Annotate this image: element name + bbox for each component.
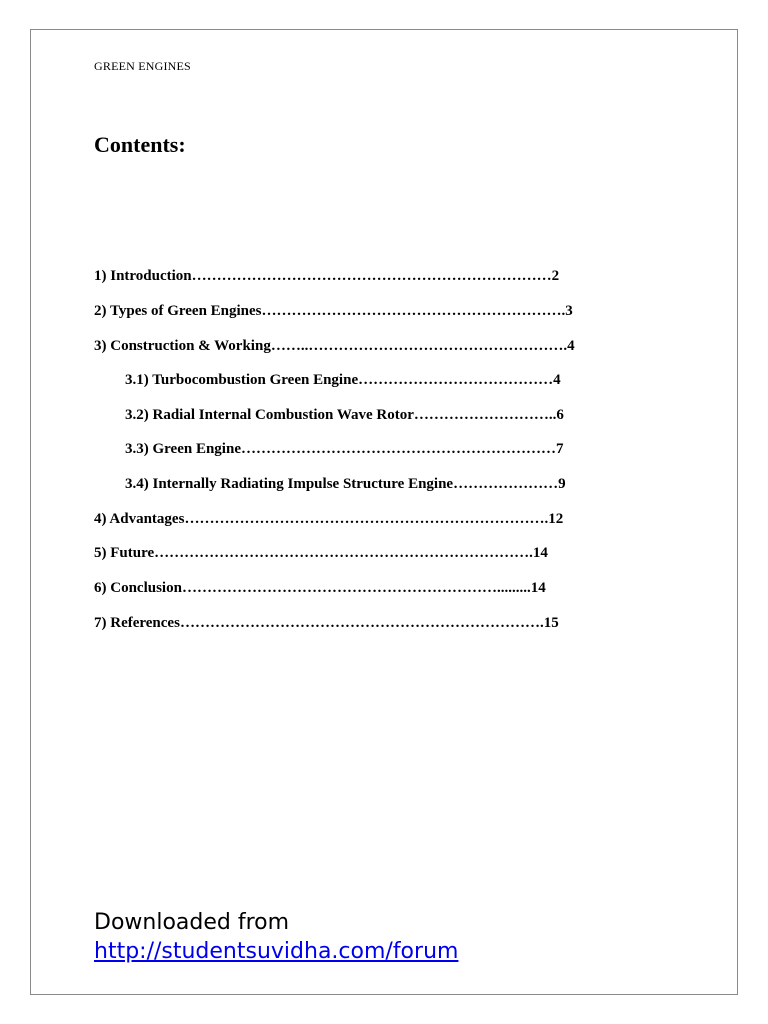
toc-entry-label: 3.2) Radial Internal Combustion Wave Rotor [125, 407, 414, 423]
toc-entry-label: 3.1) Turbocombustion Green Engine [125, 372, 359, 388]
toc-page-number: 14 [530, 580, 546, 596]
downloaded-from-text: Downloaded from [94, 910, 290, 935]
toc-entry-label: 3.4) Internally Radiating Impulse Structure Engine [125, 476, 454, 492]
toc-entry-label: 7) References [94, 615, 180, 631]
toc-page-number: 4 [553, 372, 561, 388]
toc-entry-label: 3) Construction & Working [94, 338, 271, 354]
toc-subentry [125, 440, 563, 458]
toc-leader-dots: ………………………………………………………......... [181, 580, 531, 596]
toc-subentry [125, 475, 566, 493]
forum-link[interactable]: http://studentsuvidha.com/forum [94, 939, 459, 964]
toc-entry [94, 337, 575, 355]
toc-leader-dots: ……..…………………………………………… [270, 338, 564, 354]
toc-page-number: .4 [563, 338, 575, 354]
toc-leader-dots: ………………………………… [358, 372, 554, 388]
toc-leader-dots: ………………………………………………………………… [154, 545, 530, 561]
toc-entry-label: 2) Types of Green Engines [94, 303, 262, 319]
toc-entry-label: 1) Introduction [94, 268, 192, 284]
toc-leader-dots: ……………………………………………………………… [184, 511, 545, 527]
toc-page-number: 9 [558, 476, 566, 492]
contents-heading: Contents: [94, 132, 186, 157]
toc-entry-label: 6) Conclusion [94, 580, 182, 596]
toc-leader-dots: ……………………….. [413, 407, 557, 423]
toc-page-number: .14 [529, 545, 548, 561]
toc-page-number: 2 [551, 268, 560, 284]
toc-leader-dots: ……………………………………………………… [240, 441, 556, 457]
toc-entry [94, 579, 546, 597]
toc-entry [94, 510, 563, 528]
toc-page-number: 7 [555, 441, 564, 457]
toc-page-number: .3 [561, 303, 573, 319]
toc-leader-dots: …………………………………………………… [261, 303, 562, 319]
toc-entry [94, 267, 559, 285]
toc-page-number: 15 [543, 615, 559, 631]
toc-subentry [125, 406, 564, 424]
toc-entry-label: 5) Future [94, 545, 155, 561]
toc-page-number: .12 [544, 511, 564, 527]
toc-page-number: 6 [556, 407, 564, 423]
toc-entry [94, 544, 548, 562]
toc-entry [94, 614, 559, 632]
running-header: GREEN ENGINES [94, 59, 191, 73]
document-page [30, 29, 738, 995]
toc-entry-label: 3.3) Green Engine [125, 441, 241, 457]
toc-leader-dots: ……………………………………………………………… [191, 268, 552, 284]
toc-leader-dots: ………………… [453, 476, 559, 492]
toc-entry-label: 4) Advantages [94, 511, 185, 527]
toc-leader-dots: ………………………………………………………………. [179, 615, 544, 631]
download-notice [94, 908, 458, 966]
toc-subentry [125, 371, 561, 389]
toc-entry [94, 302, 573, 320]
